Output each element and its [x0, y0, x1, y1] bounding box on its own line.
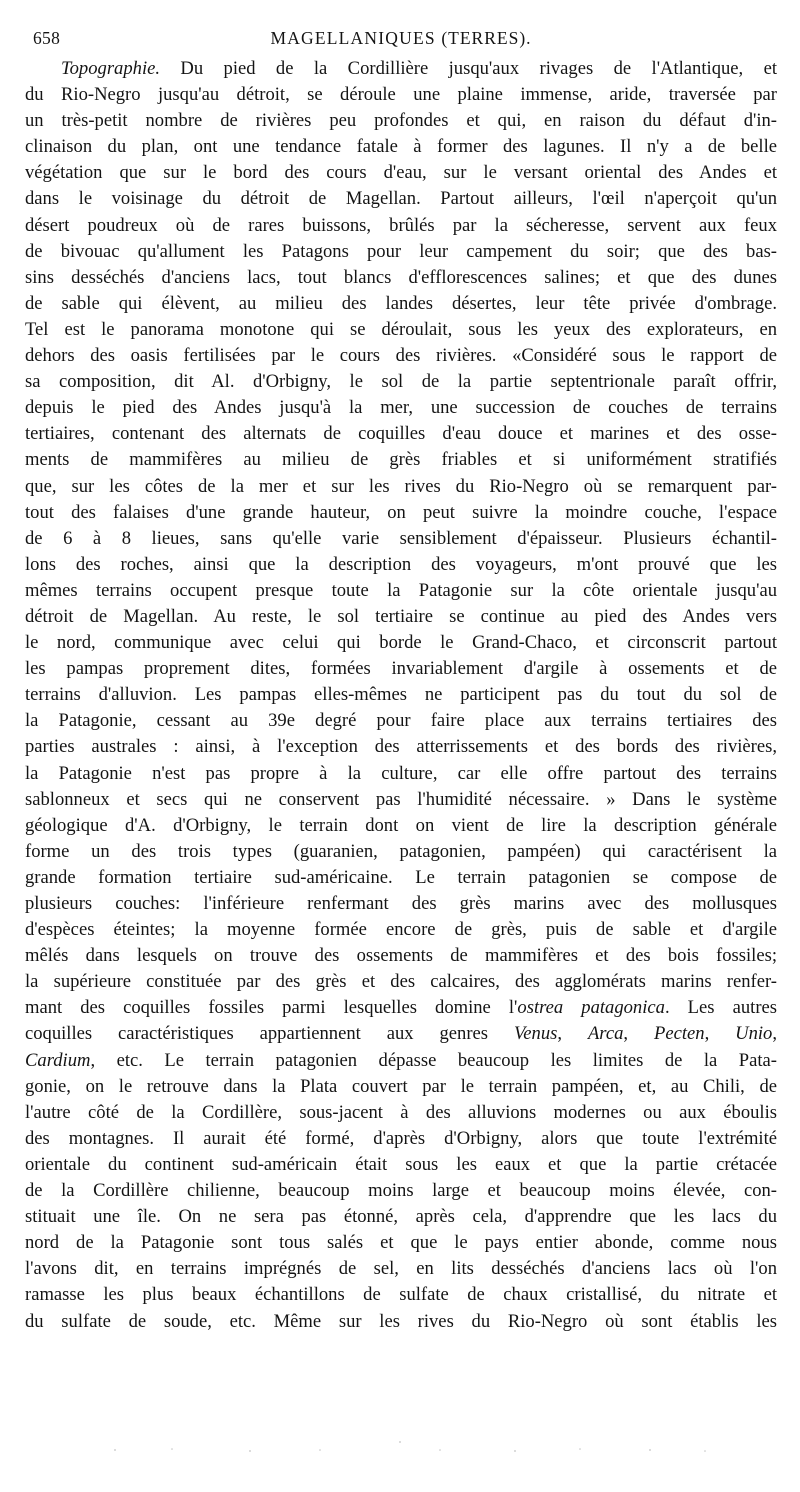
- italic-text: Arca: [587, 1023, 624, 1045]
- text-line: [25, 943, 777, 969]
- text-run: ments de mammifères au milieu de grès friables et si uniformément stratifiés: [25, 449, 777, 471]
- text-run: que, sur les côtes de la mer et sur les rives du Rio-Negro où se remarquent par-: [25, 475, 777, 497]
- text-run: nord de la Patagonie sont tous salés et que le pays entier abonde, comme nous: [25, 1232, 777, 1254]
- text-run: ,: [557, 1023, 588, 1045]
- document-page: [25, 22, 777, 1335]
- text-run: ,: [772, 1023, 777, 1045]
- text-run: des montagnes. Il aurait été formé, d'après d'Orbigny, alors que toute l'extrémité: [25, 1127, 777, 1149]
- text-line: [25, 1074, 777, 1100]
- text-run: dans le voisinage du détroit de Magellan. Partout ailleurs, l'œil n'aperçoit qu'un: [25, 188, 777, 210]
- text-run: lons des roches, ainsi que la description des voyageurs, m'ont prouvé que les: [25, 553, 777, 575]
- text-line: [25, 1152, 777, 1178]
- text-line: [25, 813, 777, 839]
- text-line: [25, 369, 777, 395]
- text-run: tout des falaises d'une grande hauteur, on peut suivre la moindre couche, l'espace: [25, 501, 777, 523]
- text-run: mant des coquilles fossiles parmi lesquelles domine l': [25, 997, 518, 1019]
- text-run: Du pied de la Cordillière jusqu'aux rivages de l'Atlantique, et: [160, 58, 777, 79]
- text-line: [25, 761, 777, 787]
- text-run: du sulfate de soude, etc. Même sur les rives du Rio-Negro où sont établis les: [25, 1310, 777, 1332]
- text-run: coquilles caractéristiques appartiennent aux genres: [25, 1023, 514, 1045]
- text-run: la supérieure constituée par des grès et des calcaires, des agglomérats marins renfer-: [25, 971, 777, 993]
- text-run: parties australes : ainsi, à l'exception des atterrissements et des bords des rivières,: [25, 736, 777, 758]
- text-line: [25, 995, 777, 1021]
- text-line: [25, 1048, 777, 1074]
- text-line: [25, 839, 777, 865]
- italic-text: Topographie.: [61, 58, 161, 79]
- text-line: [25, 969, 777, 995]
- text-line: [25, 317, 777, 343]
- text-line: [25, 56, 777, 82]
- text-run: mêlés dans lesquels on trouve des ossements de mammifères et des bois fossiles;: [25, 945, 777, 967]
- text-run: ,: [623, 1023, 654, 1045]
- text-line: [25, 108, 777, 134]
- text-run: l'avons dit, en terrains imprégnés de sel, en lits desséchés d'anciens lacs où l'on: [25, 1258, 777, 1280]
- text-line: [25, 474, 777, 500]
- text-line: [25, 891, 777, 917]
- running-title-sub: (TERRES).: [441, 28, 532, 48]
- text-line: [25, 265, 777, 291]
- text-line: [25, 526, 777, 552]
- text-line: [25, 604, 777, 630]
- text-run: , etc. Le terrain patagonien dépasse beaucoup les limites de la Pata-: [90, 1049, 777, 1071]
- text-line: [25, 578, 777, 604]
- text-line: [25, 656, 777, 682]
- body-paragraph: [25, 56, 777, 1335]
- text-line: [25, 1256, 777, 1282]
- page-number: 658: [33, 28, 61, 48]
- text-run: forme un des trois types (guaranien, patagonien, pampéen) qui caractérisent la: [25, 840, 777, 862]
- text-run: sablonneux et secs qui ne conservent pas l'humidité nécessaire. » Dans le système: [25, 788, 777, 810]
- text-line: [25, 82, 777, 108]
- text-line: [25, 865, 777, 891]
- text-line: [25, 447, 777, 473]
- text-line: [25, 343, 777, 369]
- text-run: d'espèces éteintes; la moyenne formée encore de grès, puis de sable et d'argile: [25, 919, 777, 941]
- text-line: [25, 1178, 777, 1204]
- text-run: grande formation tertiaire sud-américaine. Le terrain patagonien se compose de: [25, 866, 777, 888]
- text-line: [25, 239, 777, 265]
- text-line: [25, 186, 777, 212]
- text-run: sins desséchés d'anciens lacs, tout blancs d'efflorescences salines; et que des dunes: [25, 266, 777, 288]
- text-line: [25, 630, 777, 656]
- scan-specks: [110, 1440, 710, 1460]
- text-line: [25, 1309, 777, 1335]
- text-run: de sable qui élèvent, au milieu des landes désertes, leur tête privée d'ombrage.: [25, 292, 777, 314]
- text-run: dehors des oasis fertilisées par le cours des rivières. «Considéré sous le rapport de: [25, 345, 777, 367]
- italic-text: Venus: [513, 1023, 558, 1045]
- text-run: ramasse les plus beaux échantillons de sulfate de chaux cristallisé, du nitrate et: [25, 1284, 777, 1306]
- text-line: [25, 500, 777, 526]
- text-run: sa composition, dit Al. d'Orbigny, le sol de la partie septentrionale paraît offrir,: [25, 371, 777, 393]
- italic-text: Cardium: [25, 1049, 91, 1071]
- text-run: orientale du continent sud-américain était sous les eaux et que la partie crétacée: [25, 1153, 777, 1175]
- text-run: l'autre côté de la Cordillère, sous-jacent à des alluvions modernes ou aux éboulis: [25, 1101, 777, 1123]
- text-run: ,: [704, 1023, 736, 1045]
- text-run: les pampas proprement dites, formées invariablement d'argile à ossements et de: [25, 658, 777, 680]
- text-run: clinaison du plan, ont une tendance fatale à former des lagunes. Il n'y a de belle: [25, 136, 777, 158]
- text-run: plusieurs couches: l'inférieure renfermant des grès marins avec des mollusques: [25, 893, 777, 914]
- running-head: [25, 22, 777, 56]
- text-line: [25, 1204, 777, 1230]
- text-run: gonie, on le retrouve dans la Plata couvert par le terrain pampéen, et, au Chili, de: [25, 1075, 777, 1097]
- text-run: de bivouac qu'allument les Patagons pour leur campement du soir; que des bas-: [25, 240, 777, 262]
- text-line: [25, 1100, 777, 1126]
- text-line: [25, 160, 777, 186]
- text-line: [25, 708, 777, 734]
- text-run: terrains d'alluvion. Les pampas elles-mêmes ne participent pas du tout du sol de: [25, 684, 777, 706]
- text-run: mêmes terrains occupent presque toute la Patagonie sur la côte orientale jusqu'au: [25, 579, 777, 601]
- text-line: [25, 395, 777, 421]
- text-run: tertiaires, contenant des alternats de coquilles d'eau douce et marines et des osse-: [25, 423, 777, 445]
- text-run: la Patagonie, cessant au 39e degré pour faire place aux terrains tertiaires des: [25, 710, 777, 732]
- text-line: [25, 552, 777, 578]
- text-run: la Patagonie n'est pas propre à la culture, car elle offre partout des terrains: [25, 762, 777, 784]
- text-line: [25, 134, 777, 160]
- running-title: [25, 28, 777, 49]
- text-run: le nord, communique avec celui qui borde le Grand-Chaco, et circonscrit partout: [25, 632, 777, 654]
- text-line: [25, 787, 777, 813]
- text-line: [25, 1126, 777, 1152]
- text-line: [25, 291, 777, 317]
- text-line: [25, 917, 777, 943]
- text-run: Tel est le panorama monotone qui se déroulait, sous les yeux des explorateurs, en: [25, 318, 777, 340]
- text-run: de 6 à 8 lieues, sans qu'elle varie sensiblement d'épaisseur. Plusieurs échantil-: [25, 527, 777, 549]
- text-line: [25, 421, 777, 447]
- text-line: [25, 1282, 777, 1308]
- running-title-main: MAGELLANIQUES: [270, 28, 436, 48]
- text-run: de la Cordillère chilienne, beaucoup moins large et beaucoup moins élevée, con-: [25, 1180, 777, 1202]
- text-run: . Les autres: [664, 997, 777, 1019]
- text-line: [25, 734, 777, 760]
- text-run: végétation que sur le bord des cours d'eau, sur le versant oriental des Andes et: [25, 162, 777, 184]
- text-run: détroit de Magellan. Au reste, le sol tertiaire se continue au pied des Andes vers: [25, 605, 777, 627]
- text-line: [25, 682, 777, 708]
- text-run: du Rio-Negro jusqu'au détroit, se déroule une plaine immense, aride, traversée par: [25, 84, 777, 106]
- italic-text: Unio: [735, 1023, 773, 1045]
- italic-text: Pecten: [653, 1023, 705, 1045]
- text-line: [25, 1021, 777, 1047]
- text-run: un très-petit nombre de rivières peu profondes et qui, en raison du défaut d'in-: [25, 110, 777, 132]
- text-run: depuis le pied des Andes jusqu'à la mer, une succession de couches de terrains: [25, 397, 777, 419]
- italic-text: ostrea patagonica: [517, 997, 665, 1019]
- text-run: stituait une île. On ne sera pas étonné, après cela, d'apprendre que les lacs du: [25, 1206, 777, 1228]
- text-run: géologique d'A. d'Orbigny, le terrain dont on vient de lire la description générale: [25, 814, 777, 836]
- text-line: [25, 213, 777, 239]
- text-run: désert poudreux où de rares buissons, brûlés par la sécheresse, servent aux feux: [25, 214, 777, 236]
- text-line: [25, 1230, 777, 1256]
